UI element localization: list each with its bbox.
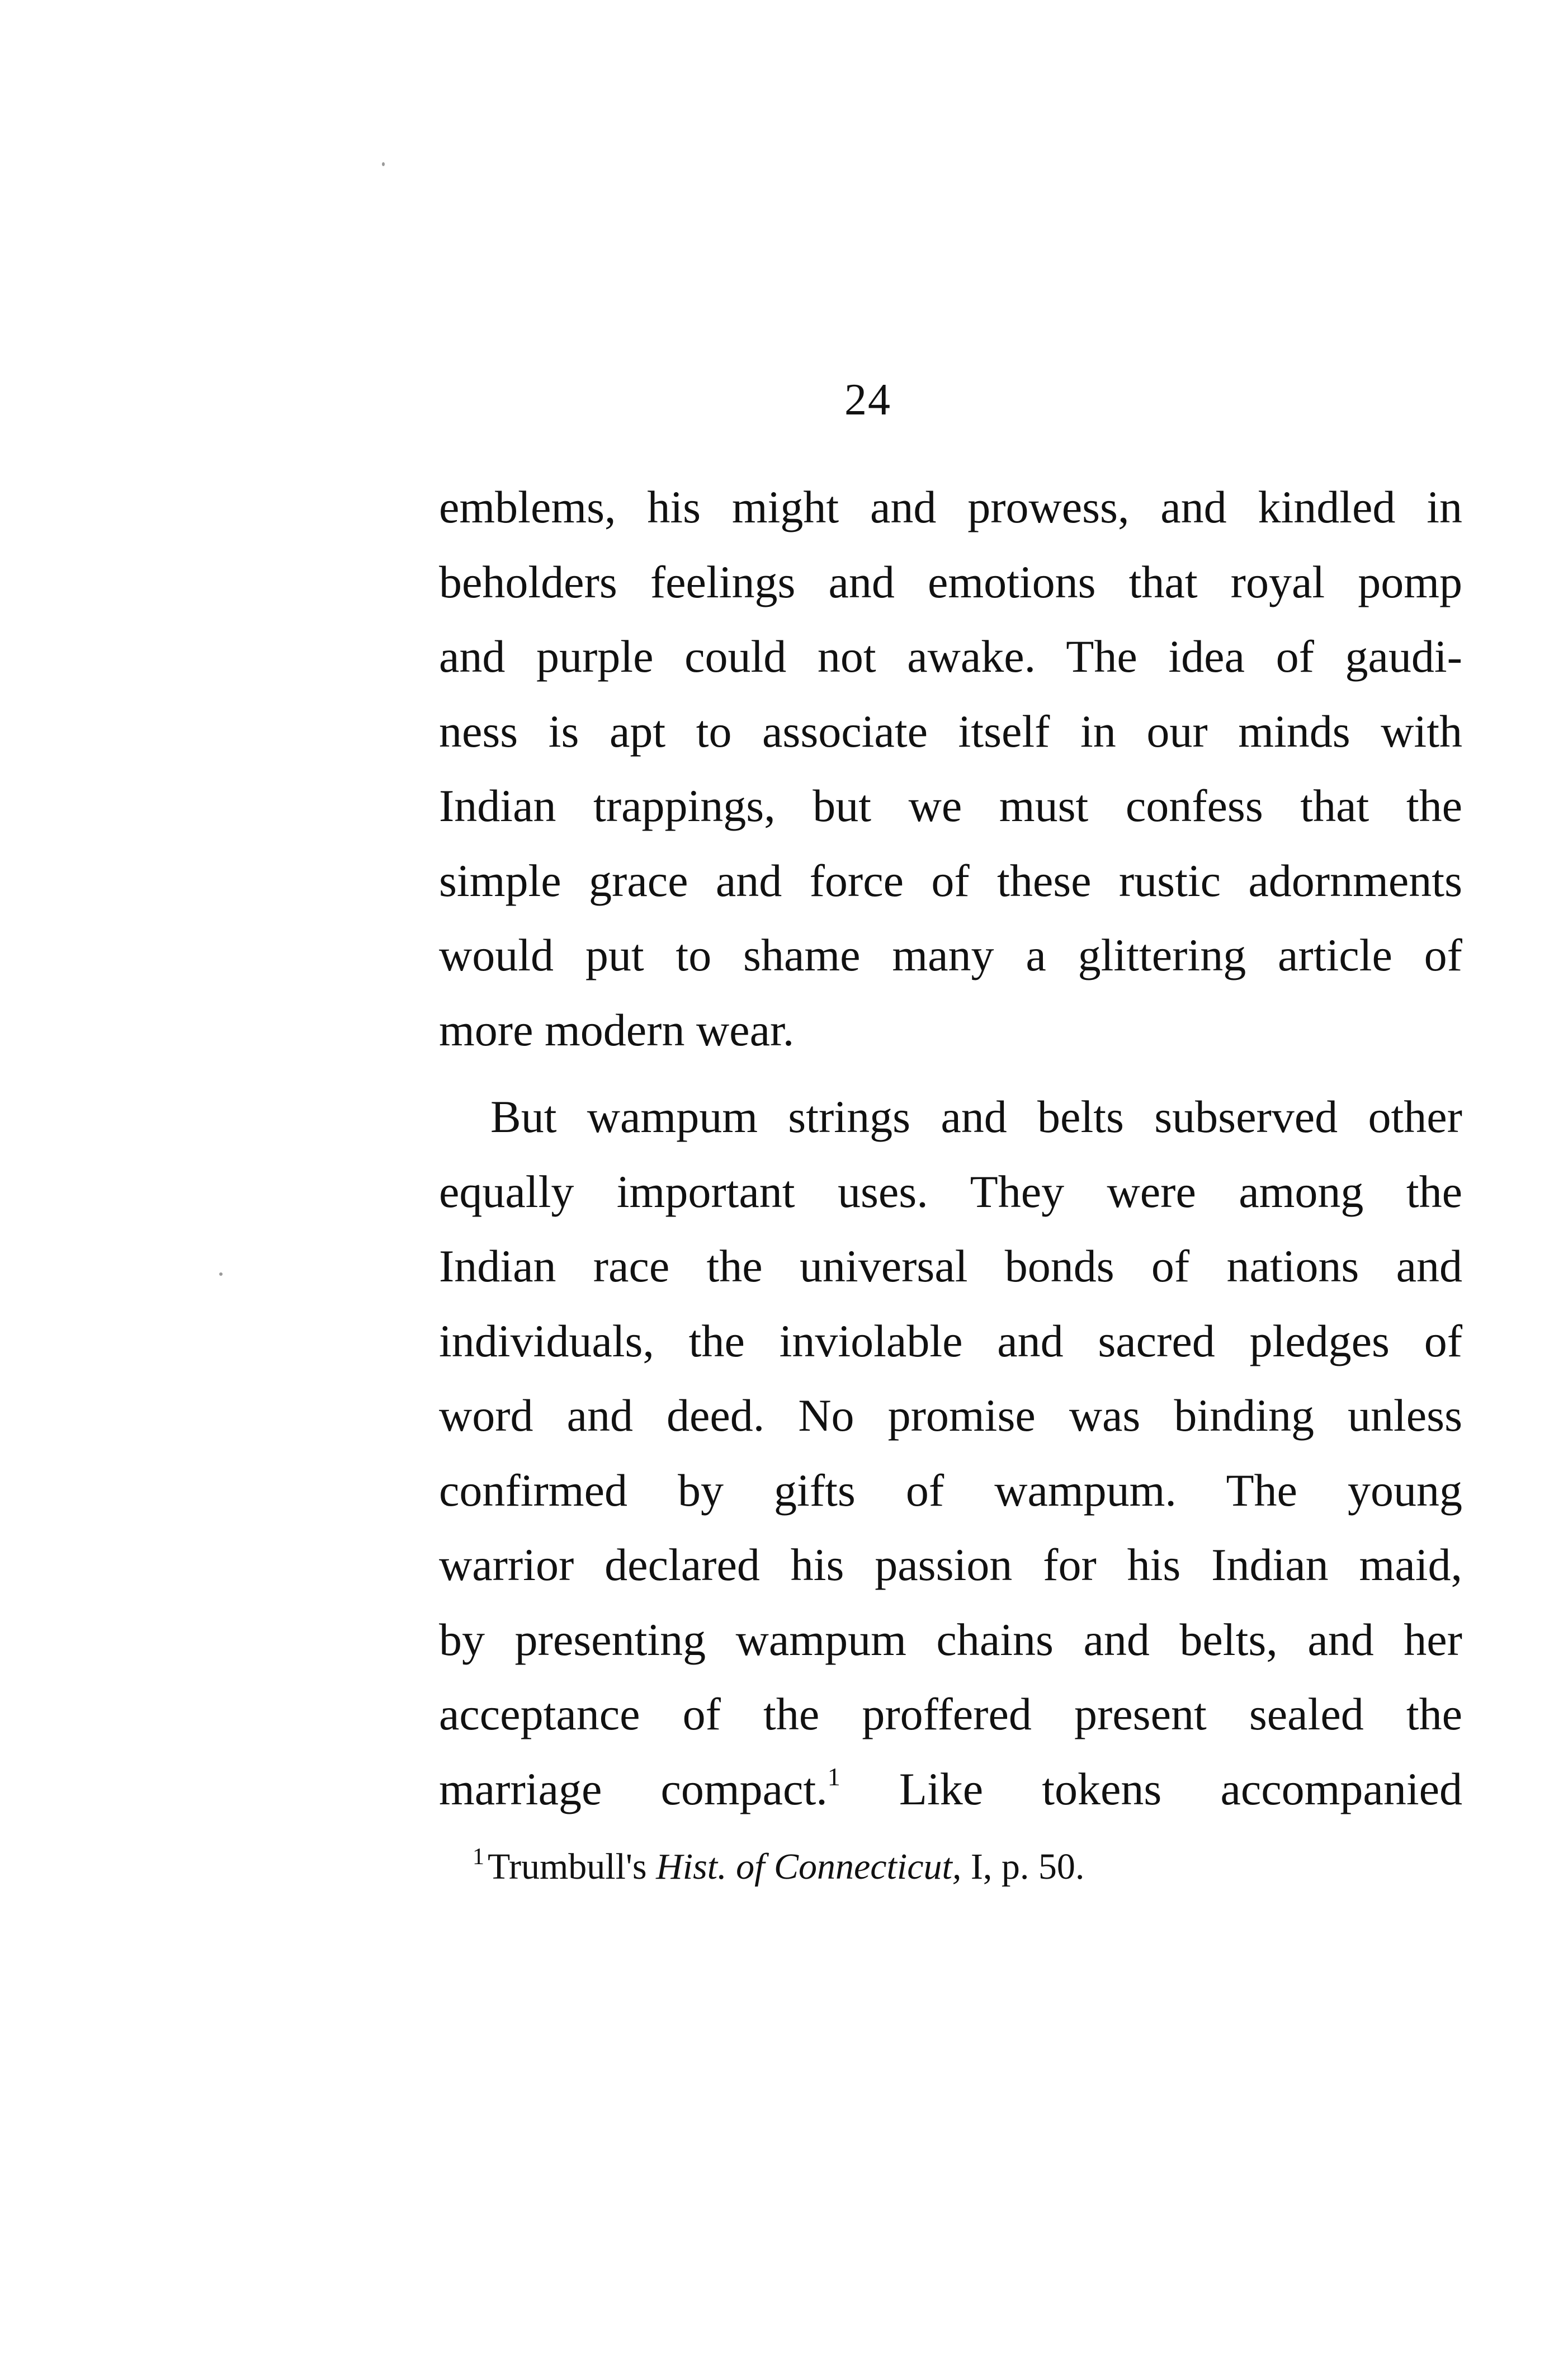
text-line: simple grace and force of these rustic adornments: [439, 855, 1462, 906]
text-line: would put to shame many a glittering article of: [439, 930, 1462, 980]
text-line: acceptance of the proffered present sealed the: [439, 1689, 1462, 1739]
text-line: beholders feelings and emotions that royal pomp: [439, 556, 1462, 607]
text-line: more modern wear.: [439, 1004, 795, 1055]
footnote-reference[interactable]: 1: [827, 1762, 840, 1791]
footnote-author: Trumbull's: [488, 1846, 647, 1887]
paper-speck: [382, 162, 385, 166]
text-line: Indian trappings, but we must confess that the: [439, 780, 1462, 831]
text-fragment: Like tokens accompanied: [899, 1763, 1462, 1814]
footnote-title: Hist.: [656, 1846, 727, 1887]
footnote-title: Connecticut,: [773, 1846, 962, 1887]
text-line: warrior declared his passion for his Indian maid,: [439, 1539, 1462, 1590]
text-line: emblems, his might and prowess, and kindled in: [439, 482, 1462, 532]
body-text: [439, 470, 1462, 1826]
text-line: Indian race the universal bonds of nations and: [439, 1241, 1462, 1291]
text-line: equally important uses. They were among the: [439, 1166, 1462, 1217]
footnote-marker: 1: [473, 1844, 484, 1870]
text-line-with-footnote: [439, 1752, 1462, 1827]
text-line: and purple could not awake. The idea of gaudi-: [439, 631, 1462, 682]
text-line: But wampum strings and belts subserved other: [490, 1091, 1462, 1142]
text-fragment: marriage compact.: [439, 1763, 828, 1814]
footnote-citation: I, p. 50.: [970, 1846, 1085, 1887]
paper-speck: [219, 1272, 223, 1276]
paragraph-break: [439, 1067, 1462, 1079]
text-line: by presenting wampum chains and belts, and her: [439, 1614, 1462, 1665]
text-line: individuals, the inviolable and sacred pledges of: [439, 1315, 1462, 1366]
footnote: [473, 1829, 1311, 1895]
footnote-title: of: [736, 1846, 765, 1887]
text-line: ness is apt to associate itself in our minds with: [439, 705, 1462, 757]
text-line: confirmed by gifts of wampum. The young: [439, 1464, 1462, 1516]
text-line: word and deed. No promise was binding unless: [439, 1390, 1462, 1441]
page-number: 24: [844, 375, 891, 425]
